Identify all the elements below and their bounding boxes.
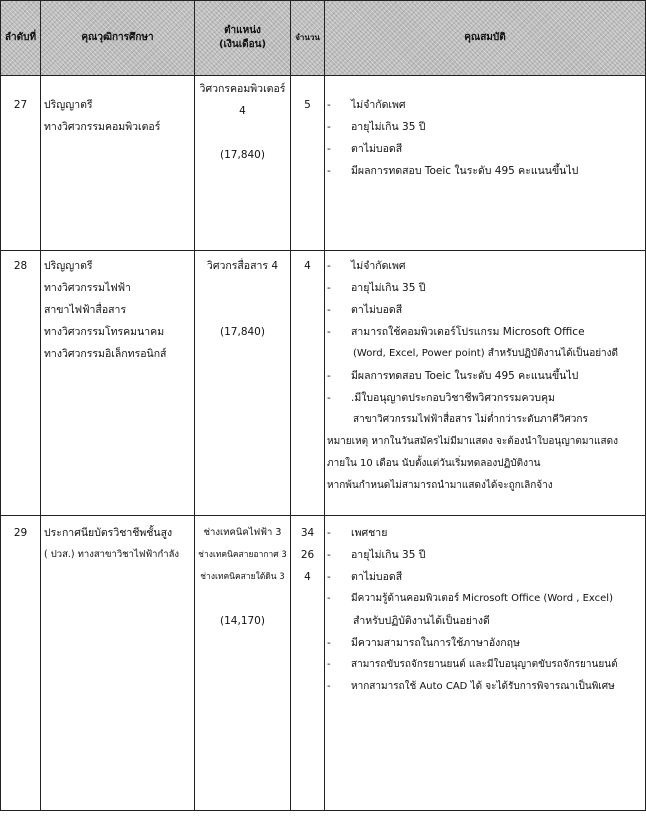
position-cell <box>195 516 291 811</box>
note-line: หมายเหตุ หากในวันสมัครไม่มีมาแสดง จะต้องนำใบอนุญาตมาแสดง <box>327 436 618 447</box>
education-line: ทางวิศวกรรมอิเล็กทรอนิกส์ <box>44 348 167 360</box>
education-line: ประกาศนียบัตรวิชาชีพชั้นสูง <box>44 527 173 539</box>
qualification-item: - ไม่จำกัดเพศ <box>327 99 406 111</box>
education-line: สาขาไฟฟ้าสื่อสาร <box>44 304 127 316</box>
qualification-item: - ตาไม่บอดสี <box>327 571 403 583</box>
qualification-item: - อายุไม่เกิน 35 ปี <box>327 282 426 294</box>
count-value: 4 <box>304 260 311 272</box>
header-position <box>195 1 291 76</box>
qualification-cell <box>325 251 646 516</box>
qualification-item: - สามารถขับรถจักรยานยนต์ และมีใบอนุญาตขับรถจักรยานยนต์ <box>327 659 618 670</box>
education-line: ปริญญาตรี <box>44 260 93 272</box>
table-header-row <box>1 1 646 76</box>
education-line: ทางวิศวกรรมไฟฟ้า <box>44 282 132 294</box>
qualification-continuation: (Word, Excel, Power point) สำหรับปฏิบัติงานได้เป็นอย่างดี <box>353 348 619 359</box>
qualification-continuation: สำหรับปฏิบัติงานได้เป็นอย่างดี <box>353 615 490 627</box>
qualification-cell <box>325 516 646 811</box>
row-number: 29 <box>13 527 28 539</box>
count-cell <box>291 516 325 811</box>
education-line: ( ปวส.) ทางสาขาวิชาไฟฟ้ากำลัง <box>44 549 180 560</box>
education-cell <box>41 516 195 811</box>
count-value: 5 <box>304 99 311 111</box>
qualification-item: - มีผลการทดสอบ Toeic ในระดับ 495 คะแนนขึ้นไป <box>327 370 579 382</box>
row-number: 27 <box>13 99 28 111</box>
count-value: 4 <box>304 571 311 583</box>
qualification-item: - มีความรู้ด้านคอมพิวเตอร์ Microsoft Office (Word , Excel) <box>327 593 613 604</box>
position-salary: (14,170) <box>220 615 265 627</box>
table-row <box>1 76 646 251</box>
count-cell <box>291 76 325 251</box>
qualification-continuation: สาขาวิศวกรรมไฟฟ้าสื่อสาร ไม่ต่ำกว่าระดับภาคีวิศวกร <box>353 414 588 425</box>
header-qualification: คุณสมบัติ <box>325 1 646 76</box>
education-line: ปริญญาตรี <box>44 99 93 111</box>
qualification-item: - ตาไม่บอดสี <box>327 304 403 316</box>
qualification-item: - เพศชาย <box>327 527 388 539</box>
qualification-item: - ตาไม่บอดสี <box>327 143 403 155</box>
position-salary: (17,840) <box>220 326 265 338</box>
position-salary: (17,840) <box>220 149 265 161</box>
header-position-line2: (เงินเดือน) <box>218 39 267 50</box>
position-title: ช่างเทคนิคสายอากาศ 3 <box>198 550 287 560</box>
qualification-item: - มีความสามารถในการใช้ภาษาอังกฤษ <box>327 637 520 649</box>
qualification-cell <box>325 76 646 251</box>
note-line: ภายใน 10 เดือน นับตั้งแต่วันเริ่มทดลองปฏิบัติงาน <box>327 458 541 469</box>
education-cell <box>41 76 195 251</box>
row-number-cell <box>1 516 41 811</box>
count-cell <box>291 251 325 516</box>
count-value: 26 <box>300 549 315 561</box>
qualification-item: - มีผลการทดสอบ Toeic ในระดับ 495 คะแนนขึ้นไป <box>327 165 579 177</box>
header-position-line1: ตำแหน่ง <box>224 25 261 36</box>
qualification-item: - สามารถใช้คอมพิวเตอร์โปรแกรม Microsoft Office <box>327 326 585 338</box>
table-row <box>1 251 646 516</box>
note-line: หากพ้นกำหนดไม่สามารถนำมาแสดงได้จะถูกเลิกจ้าง <box>327 480 553 491</box>
education-cell <box>41 251 195 516</box>
position-cell <box>195 251 291 516</box>
table-row <box>1 516 646 811</box>
header-no: ลำดับที่ <box>1 1 41 76</box>
qualification-item: - อายุไม่เกิน 35 ปี <box>327 121 426 133</box>
qualification-item: - ไม่จำกัดเพศ <box>327 260 406 272</box>
position-title: วิศวกรสื่อสาร 4 <box>206 260 279 272</box>
position-title: วิศวกรคอมพิวเตอร์ <box>199 83 286 95</box>
qualification-item: - หากสามารถใช้ Auto CAD ได้ จะได้รับการพิจารณาเป็นพิเศษ <box>327 681 615 692</box>
count-value: 34 <box>300 527 315 539</box>
row-number-cell <box>1 76 41 251</box>
row-number: 28 <box>13 260 28 272</box>
qualification-item: - อายุไม่เกิน 35 ปี <box>327 549 426 561</box>
header-education: คุณวุฒิการศึกษา <box>41 1 195 76</box>
education-line: ทางวิศวกรรมคอมพิวเตอร์ <box>44 121 161 133</box>
qualification-item: - .มีใบอนุญาตประกอบวิชาชีพวิศวกรรมควบคุม <box>327 392 555 404</box>
row-number-cell <box>1 251 41 516</box>
position-cell <box>195 76 291 251</box>
position-title: ช่างเทคนิคสายใต้ดิน 3 <box>200 572 285 582</box>
education-line: ทางวิศวกรรมโทรคมนาคม <box>44 326 165 338</box>
position-level: 4 <box>239 105 246 117</box>
header-count: จำนวน <box>291 1 325 76</box>
position-title: ช่างเทคนิคไฟฟ้า 3 <box>203 527 282 538</box>
